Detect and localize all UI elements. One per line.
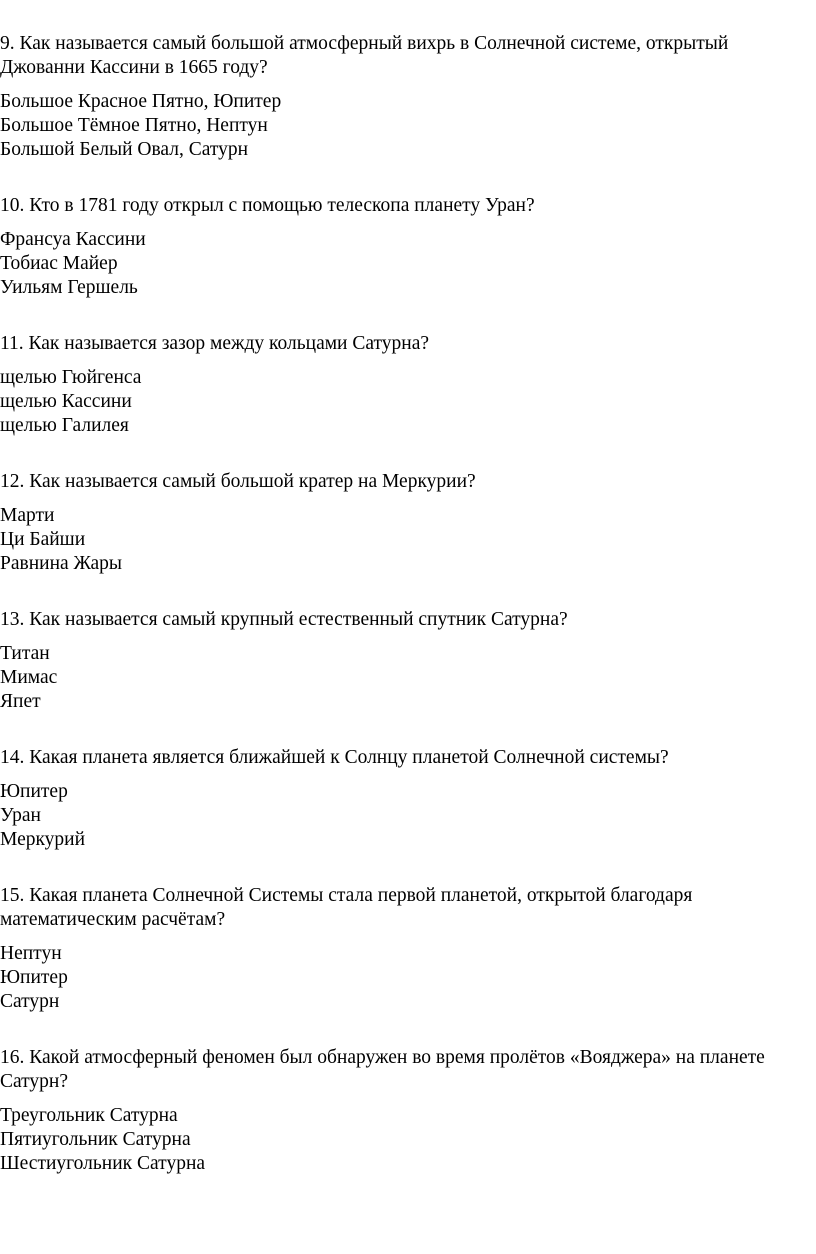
answer-option: щелью Кассини xyxy=(0,391,132,412)
answer-option: Большой Белый Овал, Сатурн xyxy=(0,139,249,160)
answer-option: Юпитер xyxy=(0,967,68,988)
answer-option: Япет xyxy=(0,691,41,712)
answer-option: Большое Тёмное Пятно, Нептун xyxy=(0,115,268,136)
question-block-16 xyxy=(0,1046,812,1176)
question-block-10 xyxy=(0,194,812,300)
answer-option: Тобиас Майер xyxy=(0,253,118,274)
answer-options xyxy=(0,780,812,852)
question-text: 10. Кто в 1781 году открыл с помощью телескопа планету Уран? xyxy=(0,195,535,216)
answer-option: Большое Красное Пятно, Юпитер xyxy=(0,91,282,112)
quiz-document xyxy=(0,32,812,1208)
question-block-15 xyxy=(0,884,812,1014)
answer-option: Равнина Жары xyxy=(0,553,123,574)
answer-option: Пятиугольник Сатурна xyxy=(0,1129,191,1150)
answer-option: Уильям Гершель xyxy=(0,277,138,298)
question-block-13 xyxy=(0,608,812,714)
answer-option: щелью Гюйгенса xyxy=(0,367,142,388)
answer-option: Уран xyxy=(0,805,41,826)
question-text: 9. Как называется самый большой атмосферный вихрь в Солнечной системе, открытый Джованни Кассини в 1665 году? xyxy=(0,33,729,78)
answer-options xyxy=(0,942,812,1014)
question-block-11 xyxy=(0,332,812,438)
answer-option: Юпитер xyxy=(0,781,68,802)
answer-option: щелью Галилея xyxy=(0,415,129,436)
answer-option: Марти xyxy=(0,505,55,526)
answer-option: Меркурий xyxy=(0,829,86,850)
question-text: 11. Как называется зазор между кольцами Сатурна? xyxy=(0,333,430,354)
answer-option: Шестиугольник Сатурна xyxy=(0,1153,206,1174)
question-text: 13. Как называется самый крупный естественный спутник Сатурна? xyxy=(0,609,568,630)
answer-option: Сатурн xyxy=(0,991,60,1012)
question-text: 14. Какая планета является ближайшей к Солнцу планетой Солнечной системы? xyxy=(0,747,669,768)
question-block-14 xyxy=(0,746,812,852)
answer-option: Франсуа Кассини xyxy=(0,229,146,250)
answer-options xyxy=(0,1104,812,1176)
question-text: 12. Как называется самый большой кратер на Меркурии? xyxy=(0,471,476,492)
answer-option: Ци Байши xyxy=(0,529,86,550)
question-block-9 xyxy=(0,32,812,162)
answer-options xyxy=(0,504,812,576)
answer-options xyxy=(0,228,812,300)
answer-option: Мимас xyxy=(0,667,58,688)
question-block-12 xyxy=(0,470,812,576)
answer-options xyxy=(0,366,812,438)
answer-option: Титан xyxy=(0,643,50,664)
answer-options xyxy=(0,90,812,162)
answer-option: Треугольник Сатурна xyxy=(0,1105,178,1126)
answer-option: Нептун xyxy=(0,943,62,964)
answer-options xyxy=(0,642,812,714)
question-text: 15. Какая планета Солнечной Системы стала первой планетой, открытой благодаря математическим расчётам? xyxy=(0,885,693,930)
question-text: 16. Какой атмосферный феномен был обнаружен во время пролётов «Вояджера» на планете Сатурн? xyxy=(0,1047,765,1092)
